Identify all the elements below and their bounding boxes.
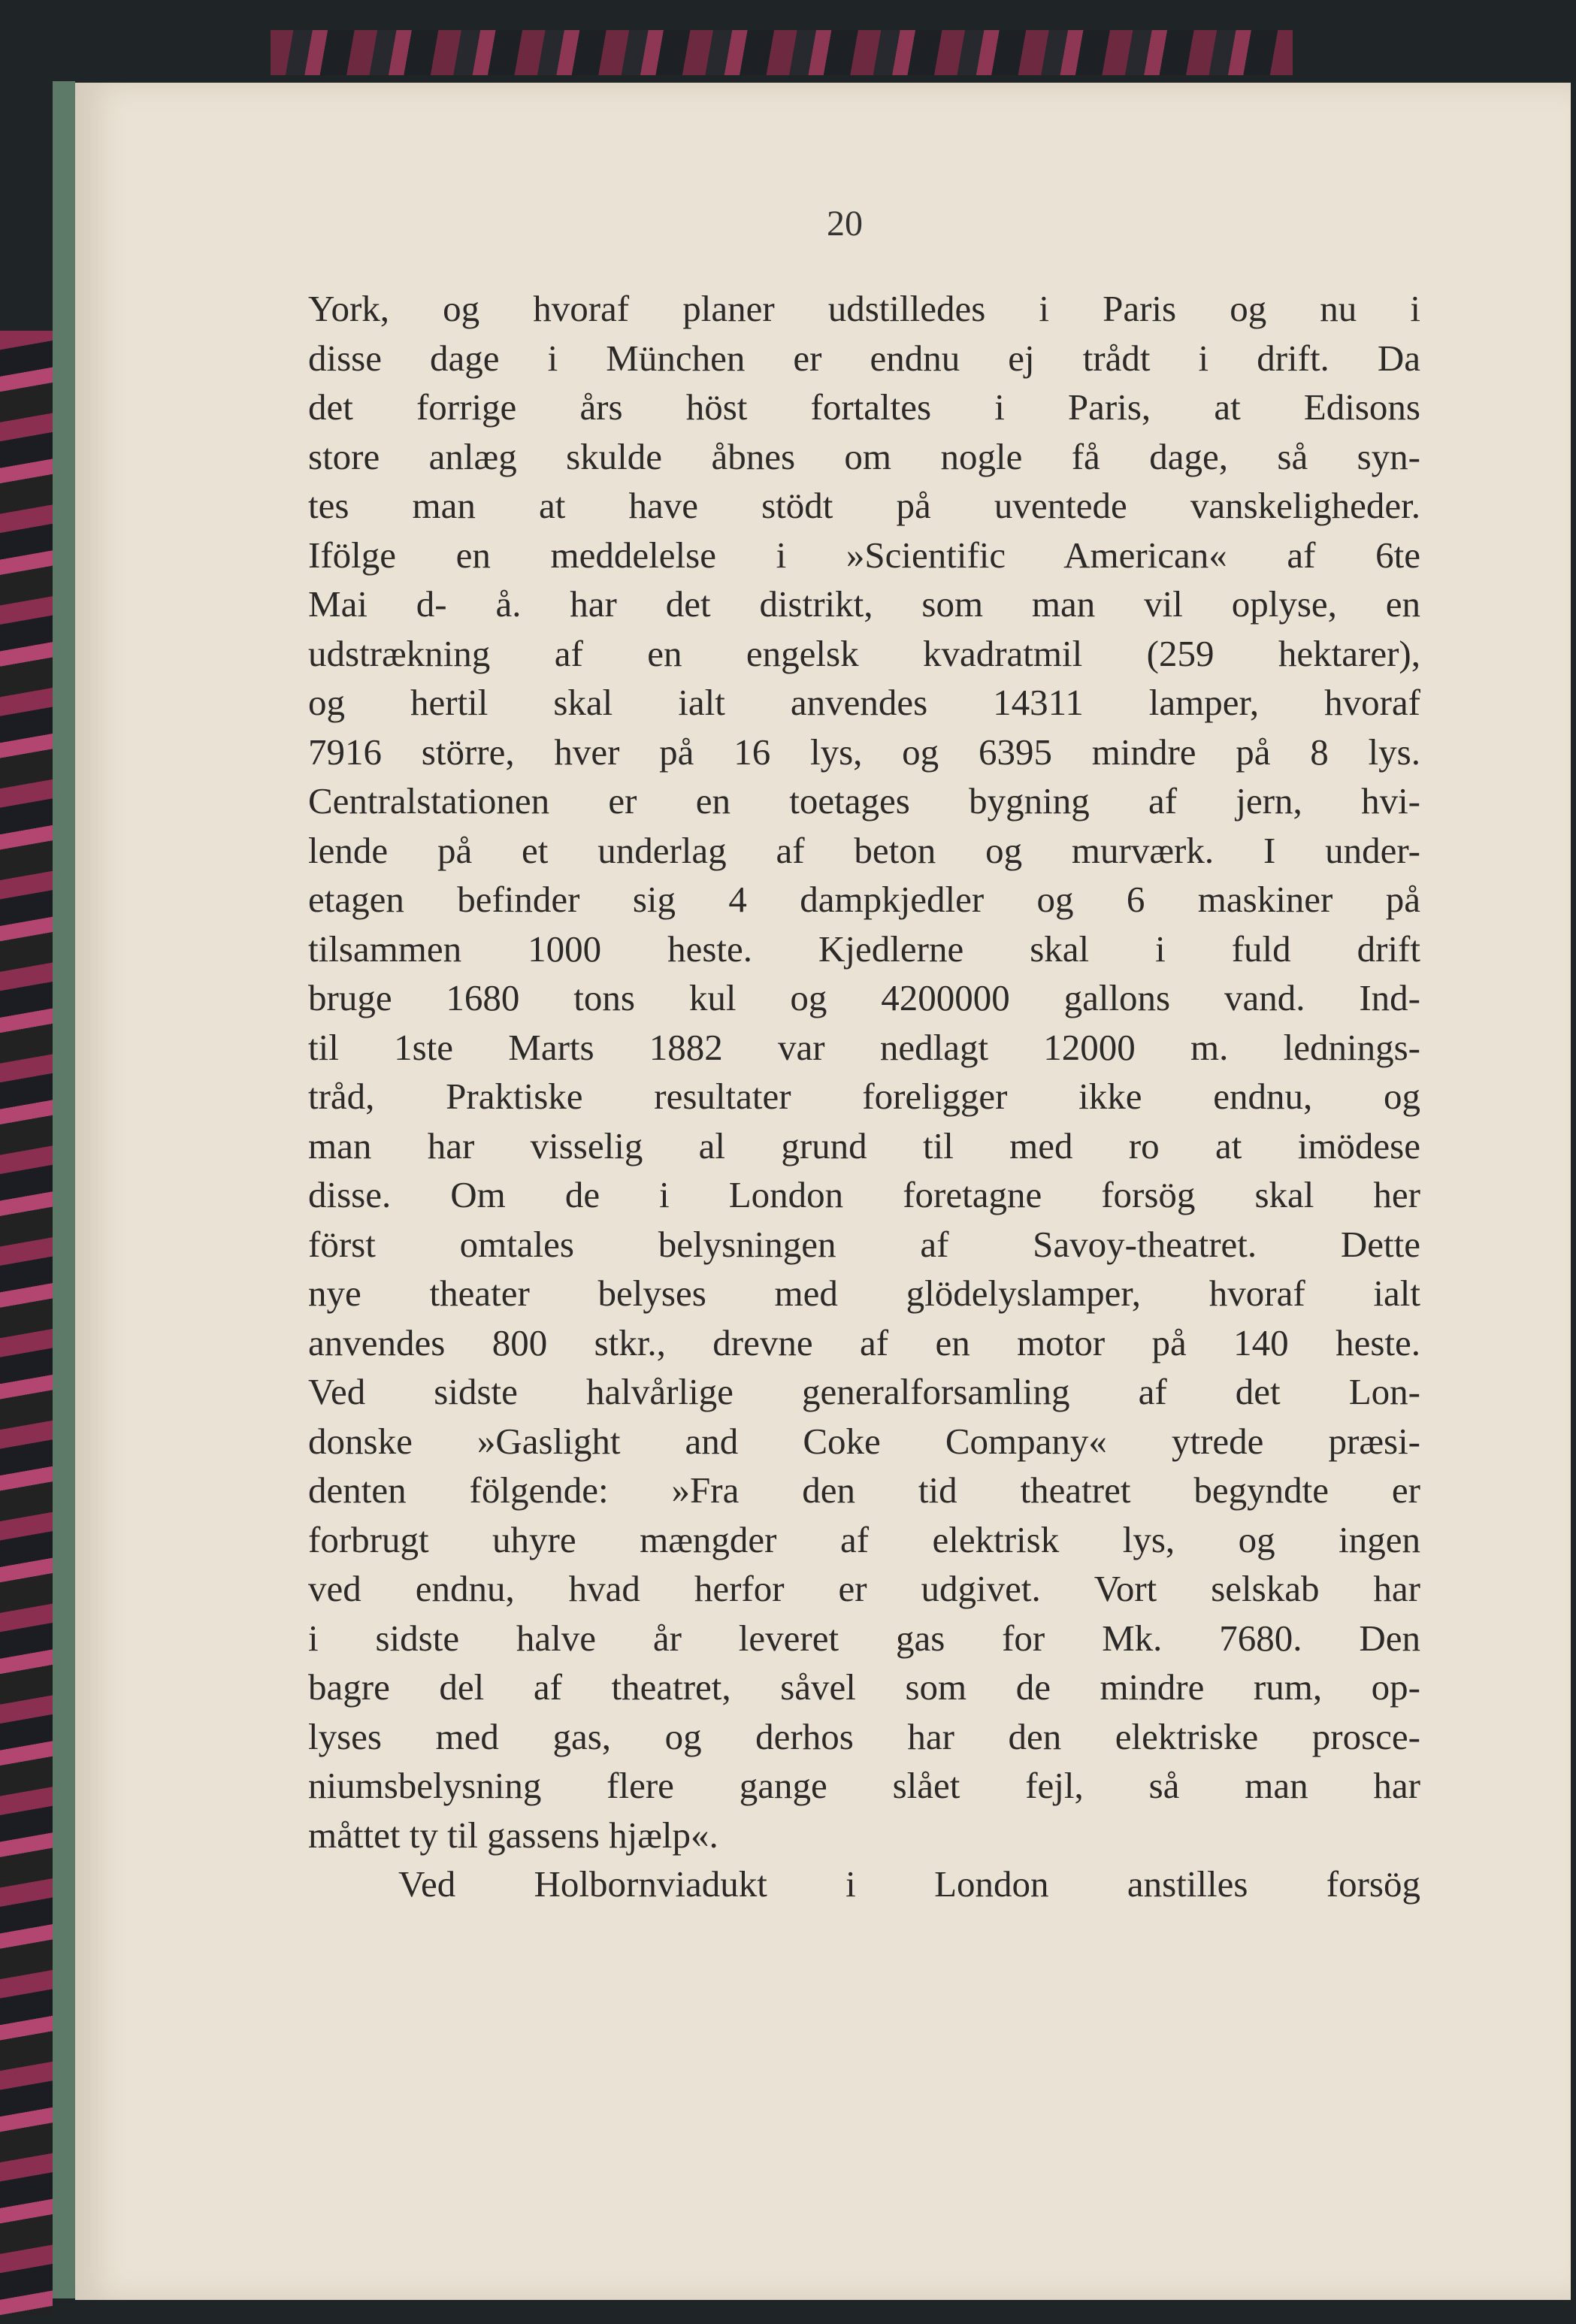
text-line: udstrækning af en engelsk kvadratmil (259 hektarer), — [308, 632, 1420, 674]
text-line: Ved Holbornviadukt i London anstilles forsög — [398, 1863, 1420, 1905]
text-line: forbrugt uhyre mængder af elektrisk lys, og ingen — [308, 1518, 1420, 1560]
text-line: til 1ste Marts 1882 var nedlagt 12000 m. lednings- — [308, 1026, 1420, 1068]
text-line: donske »Gaslight and Coke Company« ytrede præsi- — [308, 1420, 1420, 1462]
text-line: nye theater belyses med glödelyslamper, hvoraf ialt — [308, 1272, 1420, 1314]
page-number: 20 — [827, 204, 863, 244]
text-line: man har visselig al grund til med ro at imödese — [308, 1124, 1420, 1167]
text-line: det forrige års höst fortaltes i Paris, at Edisons — [308, 386, 1420, 428]
text-line: bagre del af theatret, såvel som de mindre rum, op- — [308, 1666, 1420, 1708]
text-line: Ifölge en meddelelse i »Scientific American« af 6te — [308, 534, 1420, 576]
book-cover-marbling-left — [0, 331, 53, 2315]
text-line: etagen befinder sig 4 dampkjedler og 6 maskiner på — [308, 879, 1420, 920]
text-line: bruge 1680 tons kul og 4200000 gallons vand. Ind- — [308, 977, 1420, 1018]
book-cover-marbling-top — [271, 30, 1293, 75]
text-line: York, og hvoraf planer udstilledes i Paris og nu i — [308, 288, 1420, 329]
text-line: disse dage i München er endnu ej trådt i drift. Da — [308, 337, 1420, 379]
text-line: lyses med gas, og derhos har den elektriske prosce- — [308, 1715, 1420, 1757]
text-line: tråd, Praktiske resultater foreligger ikke endnu, og — [308, 1076, 1420, 1117]
text-line: Mai d- å. har det distrikt, som man vil oplyse, en — [308, 583, 1420, 625]
text-line: 7916 större, hver på 16 lys, og 6395 mindre på 8 lys. — [308, 731, 1420, 773]
text-line: Centralstationen er en toetages bygning af jern, hvi- — [308, 780, 1420, 822]
text-line: tes man at have stödt på uventede vanskeligheder. — [308, 485, 1420, 526]
text-line: lende på et underlag af beton og murværk. I under- — [308, 829, 1420, 871]
text-line: först omtales belysningen af Savoy-theatret. Dette — [308, 1223, 1420, 1265]
text-line: ved endnu, hvad herfor er udgivet. Vort selskab har — [308, 1568, 1420, 1609]
text-line: i sidste halve år leveret gas for Mk. 7680. Den — [308, 1617, 1420, 1659]
text-line: og hertil skal ialt anvendes 14311 lamper, hvoraf — [308, 682, 1420, 723]
text-line: denten fölgende: »Fra den tid theatret begyndte er — [308, 1469, 1420, 1511]
text-line: disse. Om de i London foretagne forsög skal her — [308, 1174, 1420, 1215]
text-line: niumsbelysning flere gange slået fejl, så man har — [308, 1765, 1420, 1806]
body-text — [308, 284, 1420, 1909]
text-line: store anlæg skulde åbnes om nogle få dage, så syn- — [308, 435, 1420, 477]
text-line: tilsammen 1000 heste. Kjedlerne skal i fuld drift — [308, 927, 1420, 970]
text-line: anvendes 800 stkr., drevne af en motor på 140 heste. — [308, 1321, 1420, 1363]
text-line: måttet ty til gassens hjælp«. — [308, 1814, 718, 1856]
book-spine-edge — [53, 81, 75, 2298]
text-line: Ved sidste halvårlige generalforsamling af det Lon- — [308, 1371, 1420, 1412]
